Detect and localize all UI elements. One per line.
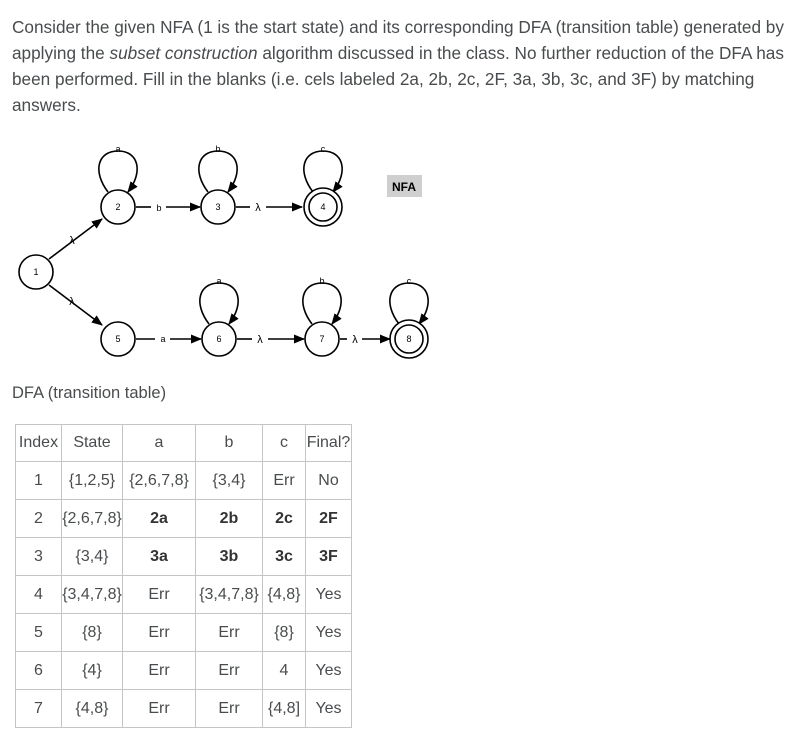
cell-a: Err (123, 614, 196, 652)
cell-index: 1 (16, 462, 62, 500)
nfa-badge-label: NFA (392, 180, 416, 194)
edge-label-1-2: λ (69, 235, 75, 247)
edge-label-3-4: λ (255, 202, 261, 214)
table-row (16, 500, 352, 538)
edge-label-2-3: b (156, 203, 162, 213)
cell-c: {8} (263, 614, 306, 652)
dfa-header-row (16, 425, 352, 462)
state-label-4: 4 (320, 202, 326, 212)
state-label-1: 1 (33, 267, 39, 277)
cell-state: {3,4,7,8} (62, 576, 123, 614)
question-emphasis: subset construction (109, 43, 258, 63)
cell-b: {3,4} (196, 462, 263, 500)
question-text (12, 14, 787, 118)
cell-state: {3,4} (62, 538, 123, 576)
edge-label-1-5: λ (69, 296, 75, 308)
cell-final: Yes (306, 690, 352, 728)
cell-c: {4,8] (263, 690, 306, 728)
table-row (16, 462, 352, 500)
state-label-5: 5 (115, 334, 121, 344)
blank-3b: 3b (196, 538, 263, 576)
cell-c: Err (263, 462, 306, 500)
cell-a: Err (123, 652, 196, 690)
cell-index: 4 (16, 576, 62, 614)
edge-label-5-6: a (160, 334, 166, 344)
header-state: State (62, 425, 123, 462)
cell-index: 7 (16, 690, 62, 728)
table-row (16, 690, 352, 728)
state-label-8: 8 (406, 334, 412, 344)
loop-label-q3: b (215, 144, 221, 154)
dfa-table (15, 424, 352, 728)
cell-state: {2,6,7,8} (62, 500, 123, 538)
header-b: b (196, 425, 263, 462)
header-c: c (263, 425, 306, 462)
question-part1: Consider the given NFA (1 is the start state) and its corresponding DFA (transition table) generated by applying the (12, 17, 784, 63)
state-label-3: 3 (215, 202, 221, 212)
table-row (16, 538, 352, 576)
cell-c: 4 (263, 652, 306, 690)
header-index: Index (16, 425, 62, 462)
cell-state: {4} (62, 652, 123, 690)
loop-label-q4: c (320, 144, 326, 154)
cell-b: Err (196, 614, 263, 652)
question-part2: algorithm discussed in the class. No further reduction of the DFA has been performed. Fill in the blanks (i.e. cels labeled 2a, 2b, 2c, 2F, 3a, 3b, 3c, and 3F) by matching answers. (12, 43, 784, 115)
state-label-6: 6 (216, 334, 222, 344)
dfa-heading: DFA (transition table) (12, 384, 167, 402)
cell-index: 5 (16, 614, 62, 652)
loop-label-q8: c (406, 276, 412, 286)
table-row (16, 576, 352, 614)
cell-final: Yes (306, 652, 352, 690)
cell-a: Err (123, 576, 196, 614)
table-row (16, 614, 352, 652)
cell-a: {2,6,7,8} (123, 462, 196, 500)
table-row (16, 652, 352, 690)
header-a: a (123, 425, 196, 462)
edge-label-6-7: λ (257, 334, 263, 346)
cell-b: Err (196, 690, 263, 728)
edge-label-7-8: λ (352, 334, 358, 346)
blank-2b: 2b (196, 500, 263, 538)
cell-state: {1,2,5} (62, 462, 123, 500)
cell-b: {3,4,7,8} (196, 576, 263, 614)
cell-b: Err (196, 652, 263, 690)
state-label-2: 2 (115, 202, 121, 212)
cell-final: Yes (306, 576, 352, 614)
cell-final: No (306, 462, 352, 500)
blank-2a: 2a (123, 500, 196, 538)
blank-3f: 3F (306, 538, 352, 576)
cell-index: 2 (16, 500, 62, 538)
loop-label-q6: a (216, 276, 222, 286)
loop-label-q7: b (319, 276, 325, 286)
blank-2c: 2c (263, 500, 306, 538)
blank-2f: 2F (306, 500, 352, 538)
blank-3a: 3a (123, 538, 196, 576)
cell-state: {8} (62, 614, 123, 652)
cell-state: {4,8} (62, 690, 123, 728)
header-final: Final? (306, 425, 352, 462)
cell-c: {4,8} (263, 576, 306, 614)
cell-index: 3 (16, 538, 62, 576)
cell-final: Yes (306, 614, 352, 652)
nfa-diagram (0, 135, 440, 365)
blank-3c: 3c (263, 538, 306, 576)
cell-a: Err (123, 690, 196, 728)
loop-label-q2: a (115, 144, 121, 154)
state-label-7: 7 (319, 334, 325, 344)
cell-index: 6 (16, 652, 62, 690)
